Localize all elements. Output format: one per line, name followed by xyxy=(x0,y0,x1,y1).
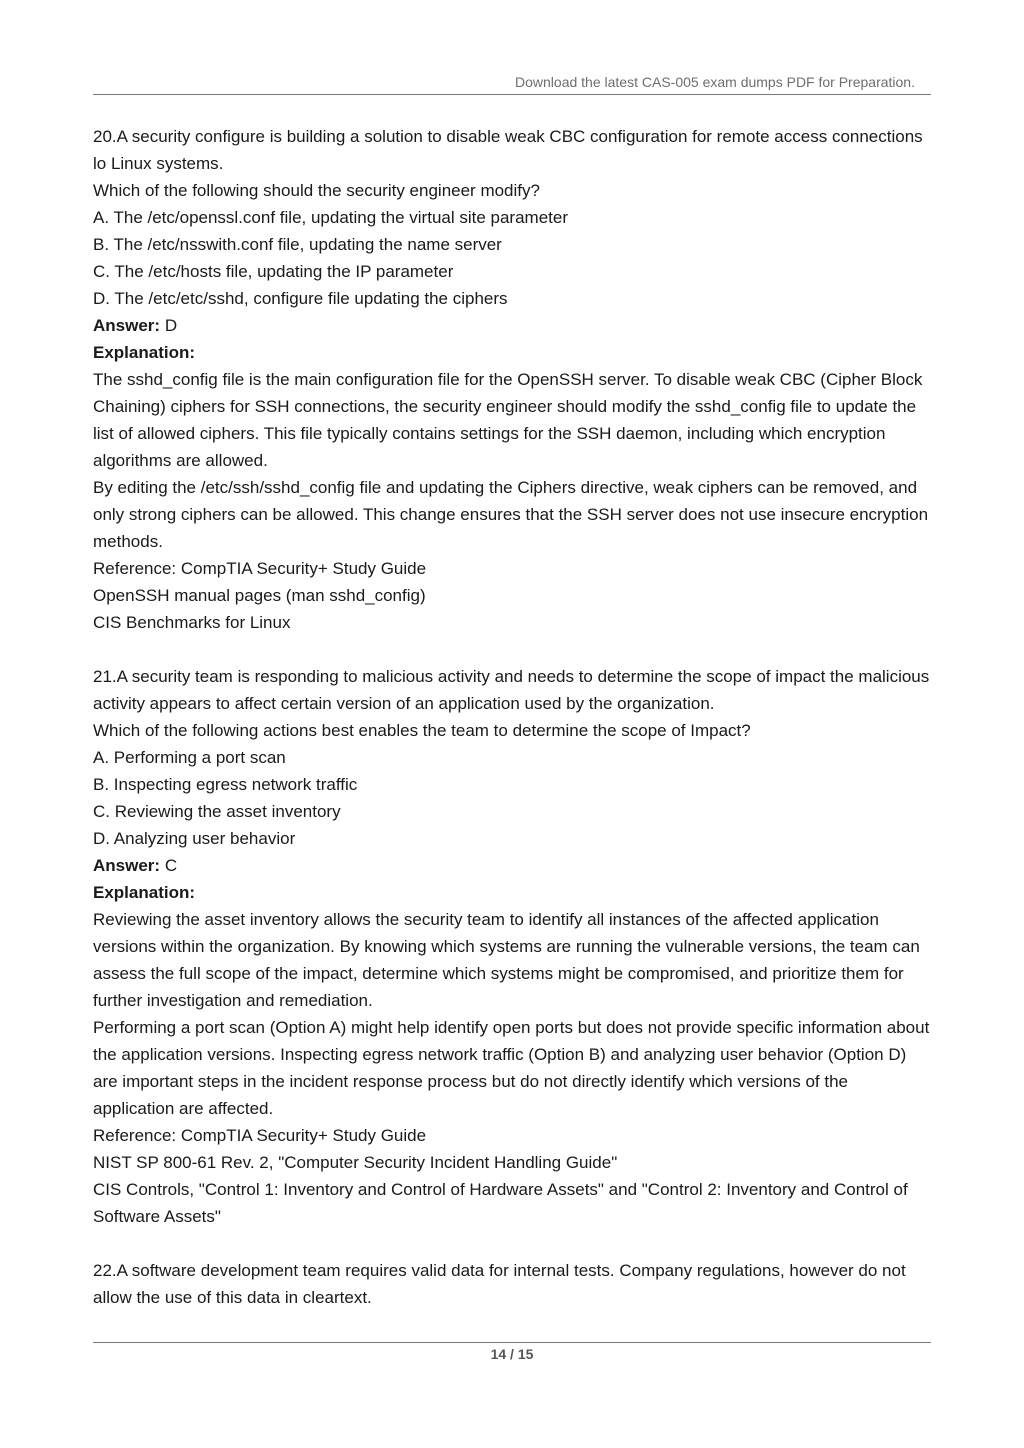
question-text: 20.A security configure is building a solution to disable weak CBC configuration for remote access connections lo Linux systems. xyxy=(93,127,923,173)
option-c: C. The /etc/hosts file, updating the IP parameter xyxy=(93,262,454,281)
explanation-paragraph: Reviewing the asset inventory allows the security team to identify all instances of the affected application versions within the organization. By knowing which systems are running the vulnerable versions, the team can assess the full scope of the impact, determine which systems might be compromised, and prioritize them for further investigation and remediation. xyxy=(93,910,920,1010)
question-text: 22.A software development team requires valid data for internal tests. Company regulations, however do not allow the use of this data in cleartext. xyxy=(93,1261,906,1307)
explanation-label: Explanation: xyxy=(93,883,196,902)
option-a: A. Performing a port scan xyxy=(93,748,286,767)
reference-line: CIS Benchmarks for Linux xyxy=(93,613,291,632)
option-b: B. Inspecting egress network traffic xyxy=(93,775,358,794)
option-a: A. The /etc/openssl.conf file, updating the virtual site parameter xyxy=(93,208,569,227)
answer-line xyxy=(93,852,933,879)
explanation-paragraph: The sshd_config file is the main configuration file for the OpenSSH server. To disable weak CBC (Cipher Block Chaining) ciphers for SSH connections, the security engineer should modify the sshd_config file to update the list of allowed ciphers. This file typically contains settings for the SSH daemon, including which encryption algorithms are allowed. xyxy=(93,370,923,470)
option-d: D. The /etc/etc/sshd, configure file updating the ciphers xyxy=(93,289,508,308)
page-header xyxy=(93,72,931,95)
answer-value: C xyxy=(164,856,178,875)
page-content xyxy=(93,123,933,1311)
question-block xyxy=(93,1257,933,1311)
answer-label: Answer: xyxy=(93,316,161,335)
explanation-paragraph: Performing a port scan (Option A) might help identify open ports but does not provide specific information about the application versions. Inspecting egress network traffic (Option B) and analyzing user behavior (Option D) are important steps in the incident response process but do not directly identify which versions of the application are affected. xyxy=(93,1018,930,1118)
question-text: 21.A security team is responding to malicious activity and needs to determine the scope of impact the malicious activity appears to affect certain version of an application used by the organization. xyxy=(93,667,930,713)
answer-value: D xyxy=(164,316,178,335)
option-b: B. The /etc/nsswith.conf file, updating the name server xyxy=(93,235,502,254)
question-prompt: Which of the following should the security engineer modify? xyxy=(93,181,540,200)
spacer xyxy=(93,1230,933,1257)
header-text: Download the latest CAS-005 exam dumps PDF for Preparation. xyxy=(515,74,915,90)
option-c: C. Reviewing the asset inventory xyxy=(93,802,341,821)
page-number: 14 / 15 xyxy=(490,1346,534,1362)
question-block xyxy=(93,123,933,636)
reference-line: Reference: CompTIA Security+ Study Guide xyxy=(93,1126,427,1145)
footer-divider xyxy=(93,1342,931,1343)
option-d: D. Analyzing user behavior xyxy=(93,829,296,848)
reference-line: OpenSSH manual pages (man sshd_config) xyxy=(93,586,426,605)
question-prompt: Which of the following actions best enables the team to determine the scope of Impact? xyxy=(93,721,751,740)
answer-label: Answer: xyxy=(93,856,161,875)
explanation-label: Explanation: xyxy=(93,343,196,362)
reference-line: CIS Controls, "Control 1: Inventory and Control of Hardware Assets" and "Control 2: Inventory and Control of Software Assets" xyxy=(93,1180,908,1226)
spacer xyxy=(93,636,933,663)
explanation-paragraph: By editing the /etc/ssh/sshd_config file and updating the Ciphers directive, weak ciphers can be removed, and only strong ciphers can be allowed. This change ensures that the SSH server does not use insecure encryption methods. xyxy=(93,478,929,551)
reference-line: Reference: CompTIA Security+ Study Guide xyxy=(93,559,427,578)
answer-line xyxy=(93,312,933,339)
question-block xyxy=(93,663,933,1230)
reference-line: NIST SP 800-61 Rev. 2, "Computer Security Incident Handling Guide" xyxy=(93,1153,618,1172)
